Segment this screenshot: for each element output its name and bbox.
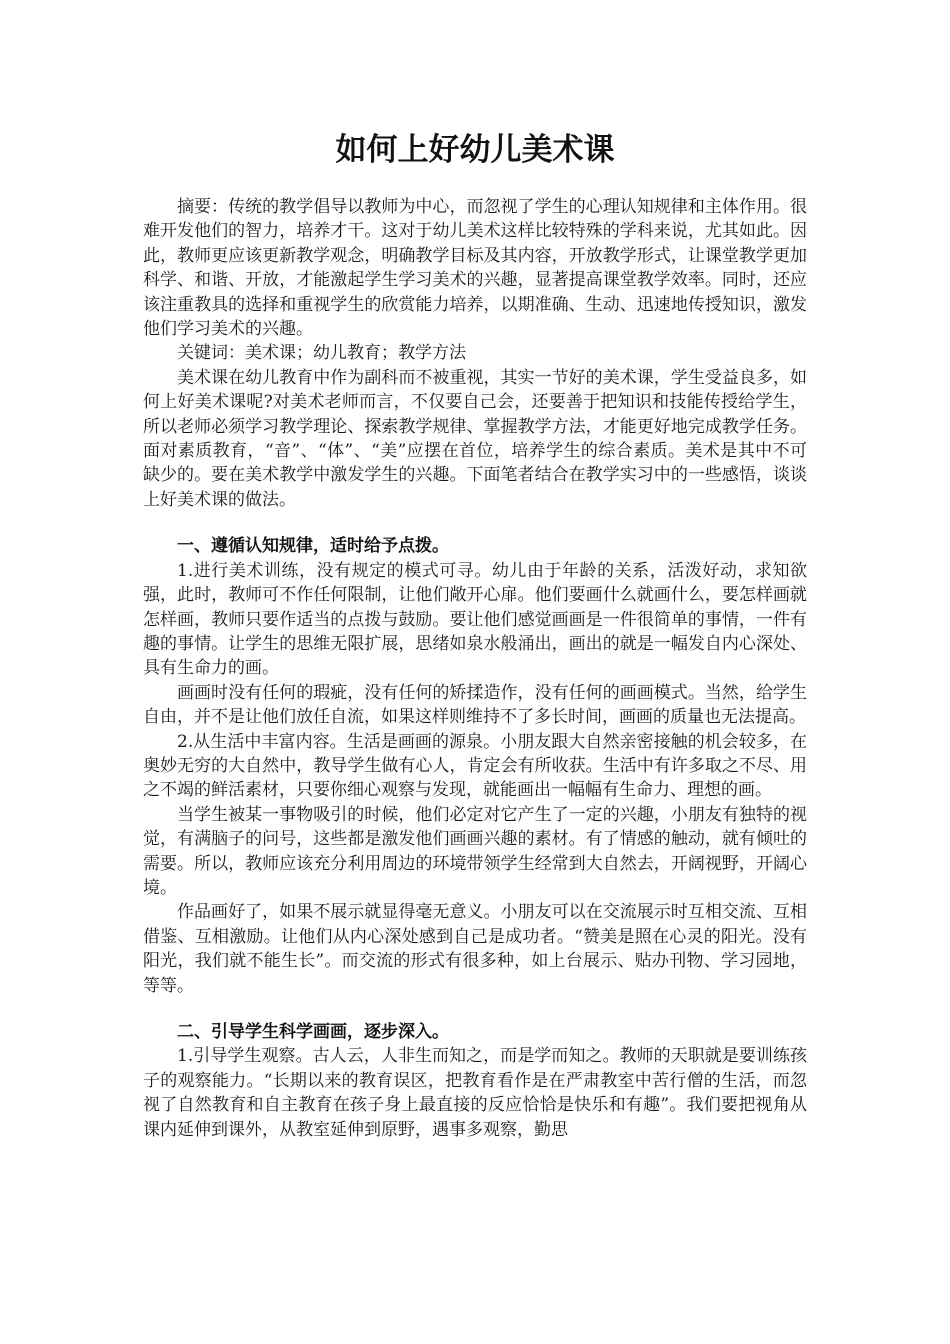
section1-paragraph: 当学生被某一事物吸引的时候，他们必定对它产生了一定的兴趣，小朋友有独特的视觉，有满脑子的问号，这些都是激发他们画画兴趣的素材。有了情感的触动，就有倾吐的需要。所以，教师应该充分利用周边的环境带领学生经常到大自然去，开阔视野，开阔心境。: [143, 804, 807, 898]
abstract-paragraph: 摘要：传统的教学倡导以教师为中心，而忽视了学生的心理认知规律和主体作用。很难开发他们的智力，培养才干。这对于幼儿美术这样比较特殊的学科来说，尤其如此。因此，教师更应该更新教学观念，明确教学目标及其内容，开放教学形式，让课堂教学更加科学、和谐、开放，才能激起学生学习美术的兴趣，显著提高课堂教学效率。同时，还应该注重教具的选择和重视学生的欣赏能力培养，以期准确、生动、迅速地传授知识，激发他们学习美术的兴趣。: [143, 197, 807, 340]
section-spacer: [143, 998, 807, 1020]
intro-paragraph: 美术课在幼儿教育中作为副科而不被重视，其实一节好的美术课，学生受益良多，如何上好美术课呢?对美术老师而言，不仅要自己会，还要善于把知识和技能传授给学生，所以老师必须学习教学理论、探索教学规律、掌握教学方法，才能更好地完成教学任务。面对素质教育，“音”、“体”、“美”应摆在首位，培养学生的综合素质。美术是其中不可缺少的。要在美术教学中激发学生的兴趣。下面笔者结合在教学实习中的一些感悟，谈谈上好美术课的做法。: [143, 367, 807, 510]
section1-paragraph: 2.从生活中丰富内容。生活是画画的源泉。小朋友跟大自然亲密接触的机会较多，在奥妙无穷的大自然中，教导学生做有心人，肯定会有所收获。生活中有许多取之不尽、用之不竭的鲜活素材，只要你细心观察与发现，就能画出一幅幅有生命力、理想的画。: [143, 731, 807, 801]
document-body: [143, 195, 807, 1142]
section1-paragraph: 画画时没有任何的瑕疵，没有任何的矫揉造作，没有任何的画画模式。当然，给学生自由，并不是让他们放任自流，如果这样则维持不了多长时间，画画的质量也无法提高。: [143, 682, 807, 728]
page-title: 如何上好幼儿美术课: [335, 132, 615, 168]
keywords-paragraph: 关键词：美术课；幼儿教育；教学方法: [177, 343, 466, 364]
section1-paragraph: 1.进行美术训练，没有规定的模式可寻。幼儿由于年龄的关系，活泼好动，求知欲强，此时，教师可不作任何限制，让他们敞开心扉。他们要画什么就画什么，要怎样画就怎样画，教师只要作适当的点拨与鼓励。要让他们感觉画画是一件很简单的事情，一件有趣的事情。让学生的思维无限扩展，思绪如泉水般涌出，画出的就是一幅发自内心深处、具有生命力的画。: [143, 560, 807, 679]
section1-paragraph: 作品画好了，如果不展示就显得毫无意义。小朋友可以在交流展示时互相交流、互相借鉴、互相激励。让他们从内心深处感到自己是成功者。“赞美是照在心灵的阳光。没有阳光，我们就不能生长”。而交流的形式有很多种，如上台展示、贴办刊物、学习园地，等等。: [143, 902, 807, 996]
section-heading-2: 二、引导学生科学画画，逐步深入。: [177, 1022, 449, 1042]
section2-paragraph: 1.引导学生观察。古人云，人非生而知之，而是学而知之。教师的天职就是要训练孩子的观察能力。“长期以来的教育误区，把教育看作是在严肃教室中苦行僧的生活，而忽视了自然教育和自主教育在孩子身上最直接的反应恰恰是快乐和有趣”。我们要把视角从课内延伸到课外，从教室延伸到原野，遇事多观察，勤思: [143, 1046, 807, 1140]
section-spacer: [143, 512, 807, 534]
section-heading-1: 一、遵循认知规律，适时给予点拨。: [177, 536, 449, 557]
